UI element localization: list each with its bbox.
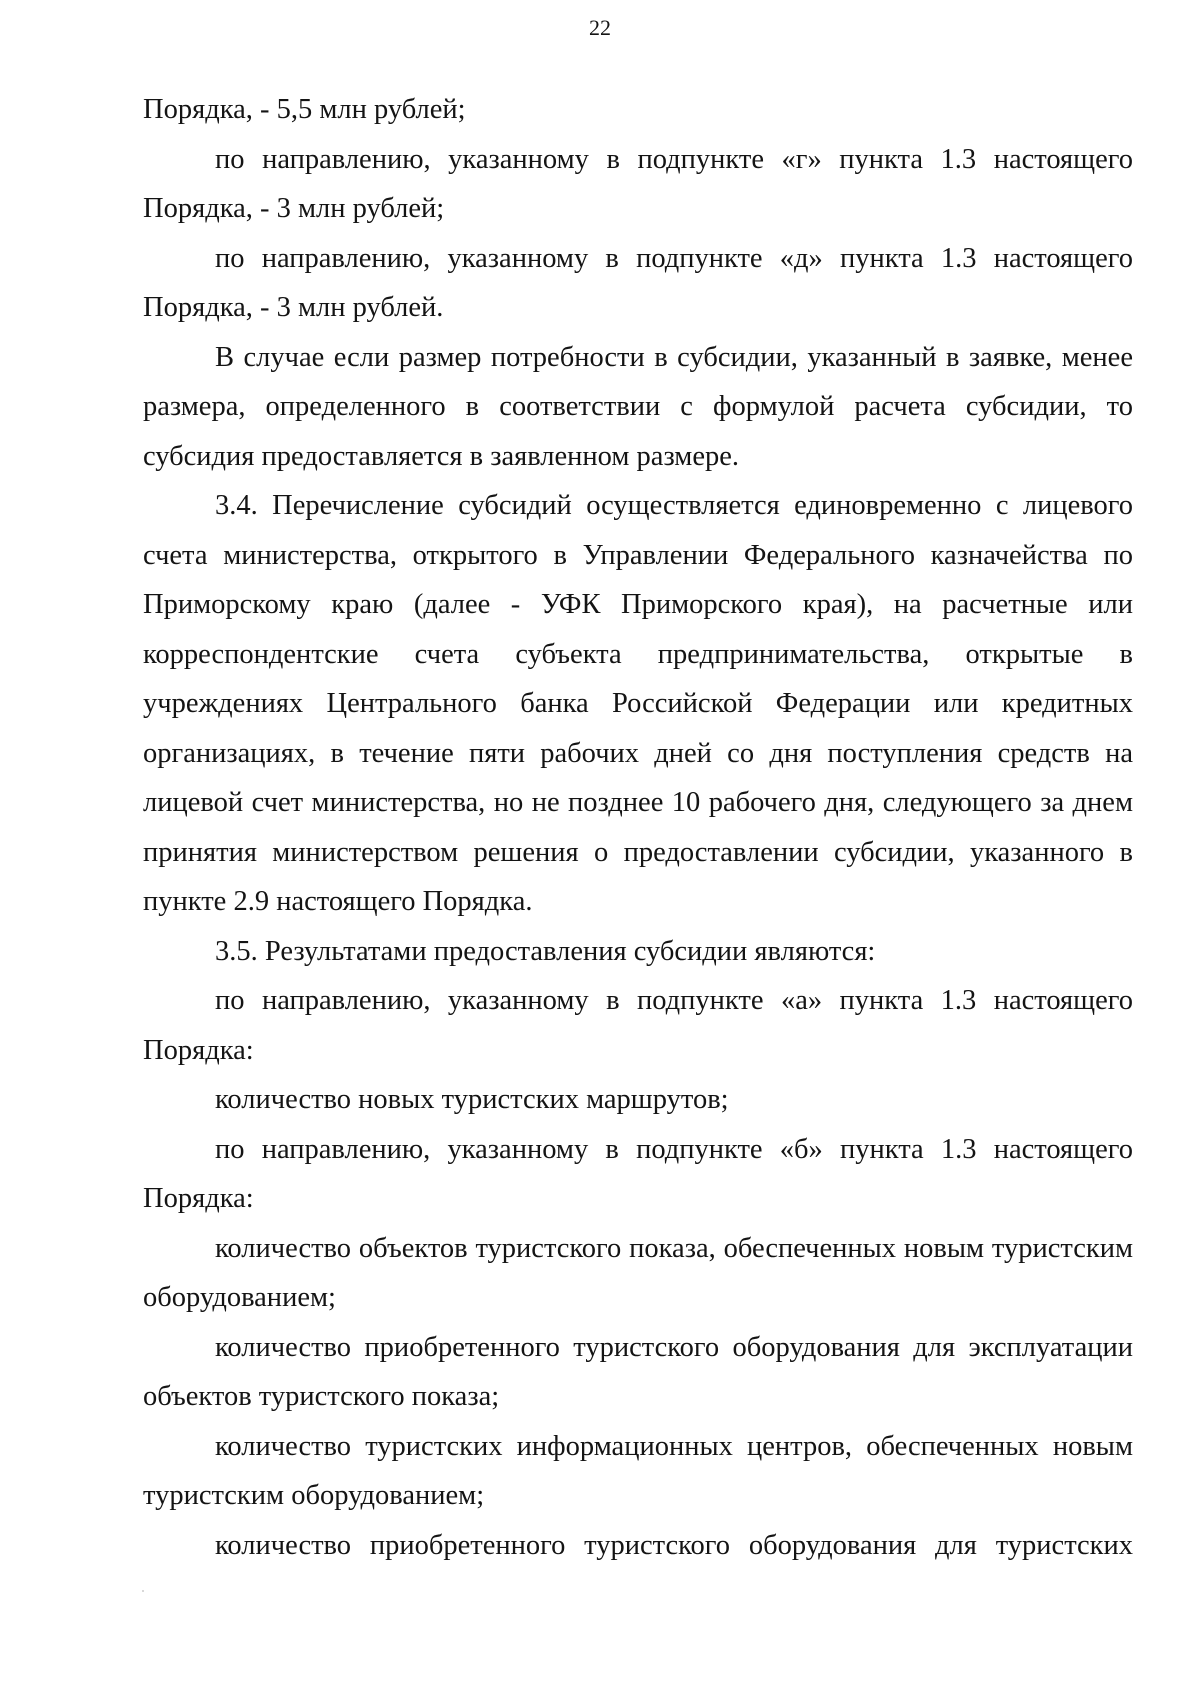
- paragraph-result-equipment-objects: количество приобретенного туристского оборудования для эксплуатации объектов туристского показа;: [143, 1331, 1133, 1412]
- paragraph-3-4: 3.4. Перечисление субсидий осуществляется единовременно с лицевого счета министерства, открытого в Управлении Федерального казначейства по Приморскому краю (далее - УФК Приморского края), на расчетные или корреспондентские счета субъекта предпринимательства, открытые в учреждениях Центрального банка Российской Федерации или кредитных организациях, в течение пяти рабочих дней со дня поступления средств на лицевой счет министерства, но не позднее 10 рабочего дня, следующего за днем принятия министерством решения о предоставлении субсидии, указанного в пункте 2.9 настоящего Порядка.: [143, 490, 1133, 917]
- paragraph-direction-b: по направлению, указанному в подпункте «б» пункта 1.3 настоящего Порядка:: [143, 1133, 1133, 1214]
- scan-artifact-dot: [142, 1590, 144, 1592]
- paragraph-result-routes: количество новых туристских маршрутов;: [215, 1084, 729, 1115]
- paragraph-direction-a: по направлению, указанному в подпункте «а» пункта 1.3 настоящего Порядка:: [143, 985, 1133, 1066]
- paragraph-subsidy-size: В случае если размер потребности в субсидии, указанный в заявке, менее размера, определенного в соответствии с формулой расчета субсидии, то субсидия предоставляется в заявленном размере.: [143, 341, 1133, 472]
- paragraph-continuation: Порядка, - 5,5 млн рублей;: [143, 94, 466, 125]
- paragraph-direction-g: по направлению, указанному в подпункте «г» пункта 1.3 настоящего Порядка, - 3 млн рублей;: [143, 143, 1133, 224]
- document-body: [143, 85, 1133, 1570]
- paragraph-result-objects: количество объектов туристского показа, обеспеченных новым туристским оборудованием;: [143, 1232, 1133, 1313]
- paragraph-result-info-centers: количество туристских информационных центров, обеспеченных новым туристским оборудованием;: [143, 1430, 1133, 1511]
- page-number: 22: [589, 15, 611, 40]
- paragraph-result-equipment-tourist: количество приобретенного туристского оборудования для туристских: [215, 1529, 1133, 1561]
- paragraph-3-5: 3.5. Результатами предоставления субсидии являются:: [215, 935, 876, 967]
- paragraph-direction-d: по направлению, указанному в подпункте «д» пункта 1.3 настоящего Порядка, - 3 млн рублей.: [143, 242, 1133, 323]
